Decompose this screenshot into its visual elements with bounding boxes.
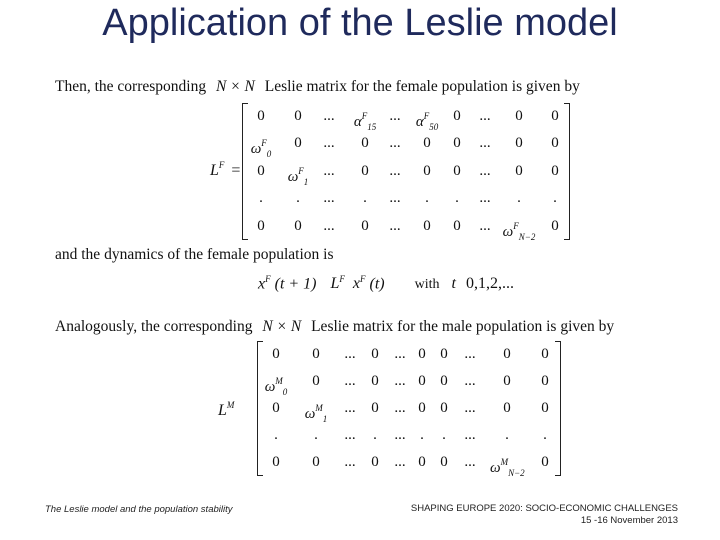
female-matrix-cell: ... (479, 190, 491, 207)
paragraph-dynamics: and the dynamics of the female population is (55, 246, 334, 263)
male-matrix-cell: ... (344, 454, 356, 470)
female-matrix-row (243, 158, 569, 187)
male-matrix-cell: $\omega^M_0$ (264, 376, 288, 397)
male-matrix-cell: ... (344, 400, 356, 416)
male-matrix-label (218, 400, 234, 420)
male-matrix-cell: ... (394, 400, 406, 416)
female-matrix-row (243, 130, 569, 160)
male-matrix-cell: ... (394, 454, 406, 470)
slide-title: Application of the Leslie model (102, 2, 618, 44)
female-matrix-cell: . (425, 190, 429, 207)
male-matrix-cell: ... (344, 427, 356, 443)
female-matrix-cell: $\alpha^F_{50}$ (415, 111, 439, 132)
female-matrix-cell: . (455, 190, 459, 207)
female-matrix-cell: 0 (551, 135, 559, 152)
rhs-x-sup: F (360, 274, 366, 284)
male-matrix-cell: . (442, 427, 446, 443)
label-sup: M (226, 400, 235, 410)
male-matrix-row (258, 395, 560, 424)
male-matrix-cell: 0 (312, 346, 320, 362)
male-matrix-cell: 0 (541, 400, 549, 416)
female-matrix-cell: 0 (515, 108, 523, 124)
female-matrix-cell: ... (479, 162, 491, 179)
female-matrix-cell: ... (479, 135, 491, 152)
rhs-arg: (t) (369, 275, 385, 293)
male-matrix-cell: 0 (371, 373, 379, 389)
female-matrix-cell: ... (389, 162, 401, 179)
female-matrix-cell: ... (389, 217, 401, 234)
female-matrix-label (210, 160, 240, 180)
female-matrix-cell: 0 (515, 162, 523, 179)
male-matrix-cell: 0 (503, 400, 511, 416)
footer-left: The Leslie model and the population stability (45, 504, 233, 515)
female-matrix-cell: 0 (453, 135, 461, 152)
female-matrix-cell: ... (323, 190, 335, 207)
male-matrix-cell: . (274, 427, 278, 443)
male-matrix-cell: 0 (541, 346, 549, 362)
female-matrix-cell: 0 (294, 135, 302, 152)
female-matrix-cell: ... (479, 217, 491, 234)
label-base: L (218, 402, 227, 419)
female-matrix-cell: ... (323, 108, 335, 124)
male-matrix-cell: ... (394, 346, 406, 362)
footer-conference: SHAPING EUROPE 2020: SOCIO-ECONOMIC CHALLENGES (410, 503, 678, 514)
male-matrix-cell: ... (394, 427, 406, 443)
male-matrix-cell: ... (464, 346, 476, 362)
female-matrix-cell: 0 (294, 108, 302, 124)
male-matrix-cell: 0 (418, 400, 426, 416)
male-matrix-cell: 0 (272, 400, 280, 416)
rhs-L: L (330, 275, 340, 293)
female-matrix-cell: . (363, 190, 367, 207)
male-matrix-row (258, 422, 560, 448)
female-matrix-row (243, 185, 569, 211)
female-matrix-cell: $\alpha^F_{15}$ (353, 111, 377, 132)
female-matrix-row (243, 103, 569, 132)
female-matrix-cell: 0 (453, 108, 461, 124)
matrix-dimensions: N × N (262, 318, 302, 335)
female-matrix-cell: ... (389, 108, 401, 124)
female-matrix-cell: 0 (423, 162, 431, 179)
paragraph-male-intro (55, 318, 614, 336)
female-matrix-cell: 0 (551, 217, 559, 234)
female-matrix-row (243, 213, 569, 242)
male-matrix-cell: 0 (440, 373, 448, 389)
text-after: Leslie matrix for the male population is given by (311, 318, 615, 335)
male-matrix-cell: 0 (503, 373, 511, 389)
text-after: Leslie matrix for the female population is given by (264, 78, 580, 95)
male-matrix-cell: ... (464, 400, 476, 416)
female-matrix-cell: 0 (361, 162, 369, 179)
equals-sign: = (231, 162, 241, 179)
male-matrix-cell: 0 (312, 373, 320, 389)
female-matrix-cell: 0 (361, 217, 369, 234)
female-matrix-cell: ... (323, 162, 335, 179)
label-base: L (210, 162, 219, 179)
female-matrix-cell: ... (323, 135, 335, 152)
female-matrix-cell: 0 (257, 108, 265, 124)
female-matrix-cell: ... (323, 217, 335, 234)
male-matrix-cell: 0 (312, 454, 320, 470)
male-matrix-row (258, 341, 560, 367)
label-sup: F (218, 160, 225, 170)
female-matrix-cell: . (259, 190, 263, 207)
male-matrix-cell: 0 (371, 346, 379, 362)
male-matrix-row (258, 449, 560, 478)
male-matrix-row (258, 368, 560, 397)
female-matrix-cell: 0 (294, 217, 302, 234)
male-matrix-cell: 0 (272, 346, 280, 362)
male-matrix-cell: $\omega^M_1$ (304, 403, 328, 424)
female-matrix-cell: . (517, 190, 521, 207)
female-matrix-cell: 0 (551, 162, 559, 179)
female-matrix-cell: . (553, 190, 557, 207)
male-matrix-cell: 0 (272, 454, 280, 470)
lhs-arg: (t + 1) (274, 275, 317, 293)
male-matrix-cell: 0 (371, 454, 379, 470)
female-leslie-matrix (242, 103, 570, 240)
footer-right (411, 503, 678, 527)
dynamics-equation (258, 274, 514, 293)
female-matrix-cell: 0 (361, 135, 369, 152)
lhs-sup: F (265, 274, 271, 284)
with-word: with (414, 277, 440, 293)
male-matrix-cell: $\omega^M_{N-2}$ (490, 457, 525, 478)
text-before: Analogously, the corresponding (55, 318, 253, 335)
male-leslie-matrix (257, 341, 561, 476)
male-matrix-cell: 0 (440, 346, 448, 362)
male-matrix-cell: . (543, 427, 547, 443)
paragraph-female-intro (55, 78, 580, 96)
female-matrix-cell: $\omega^F_{N-2}$ (502, 220, 536, 242)
male-matrix-cell: ... (344, 373, 356, 389)
female-matrix-cell: ... (389, 135, 401, 152)
male-matrix-cell: ... (464, 427, 476, 443)
female-matrix-cell: ... (389, 190, 401, 207)
male-matrix-cell: . (420, 427, 424, 443)
female-matrix-cell: 0 (453, 162, 461, 179)
text-before: Then, the corresponding (55, 78, 207, 95)
female-matrix-cell: 0 (423, 135, 431, 152)
matrix-dimensions: N × N (215, 78, 255, 95)
male-matrix-cell: 0 (440, 400, 448, 416)
male-matrix-cell: . (505, 427, 509, 443)
female-matrix-cell: 0 (453, 217, 461, 234)
male-matrix-cell: 0 (503, 346, 511, 362)
rhs-L-sup: F (339, 274, 345, 284)
male-matrix-cell: 0 (371, 400, 379, 416)
female-matrix-cell: . (296, 190, 300, 207)
male-matrix-cell: 0 (440, 454, 448, 470)
male-matrix-cell: 0 (541, 373, 549, 389)
female-matrix-cell: ... (479, 108, 491, 124)
lhs-x: x (258, 275, 266, 293)
female-matrix-cell: $\omega^F_1$ (287, 165, 309, 187)
male-matrix-cell: . (373, 427, 377, 443)
t-variable: t (451, 275, 456, 293)
t-range: 0,1,2,... (465, 275, 514, 293)
female-matrix-cell: $\omega^F_0$ (250, 138, 272, 160)
footer-dates: 15 -16 November 2013 (580, 515, 678, 526)
male-matrix-cell: ... (464, 373, 476, 389)
female-matrix-cell: 0 (257, 162, 265, 179)
male-matrix-cell: . (314, 427, 318, 443)
rhs-x: x (352, 275, 361, 293)
male-matrix-cell: 0 (541, 454, 549, 470)
female-matrix-cell: 0 (515, 135, 523, 152)
male-matrix-cell: ... (344, 346, 356, 362)
male-matrix-cell: ... (464, 454, 476, 470)
female-matrix-cell: 0 (423, 217, 431, 234)
male-matrix-cell: 0 (418, 373, 426, 389)
male-matrix-cell: ... (394, 373, 406, 389)
male-matrix-cell: 0 (418, 346, 426, 362)
male-matrix-cell: 0 (418, 454, 426, 470)
female-matrix-cell: 0 (551, 108, 559, 124)
female-matrix-cell: 0 (257, 217, 265, 234)
